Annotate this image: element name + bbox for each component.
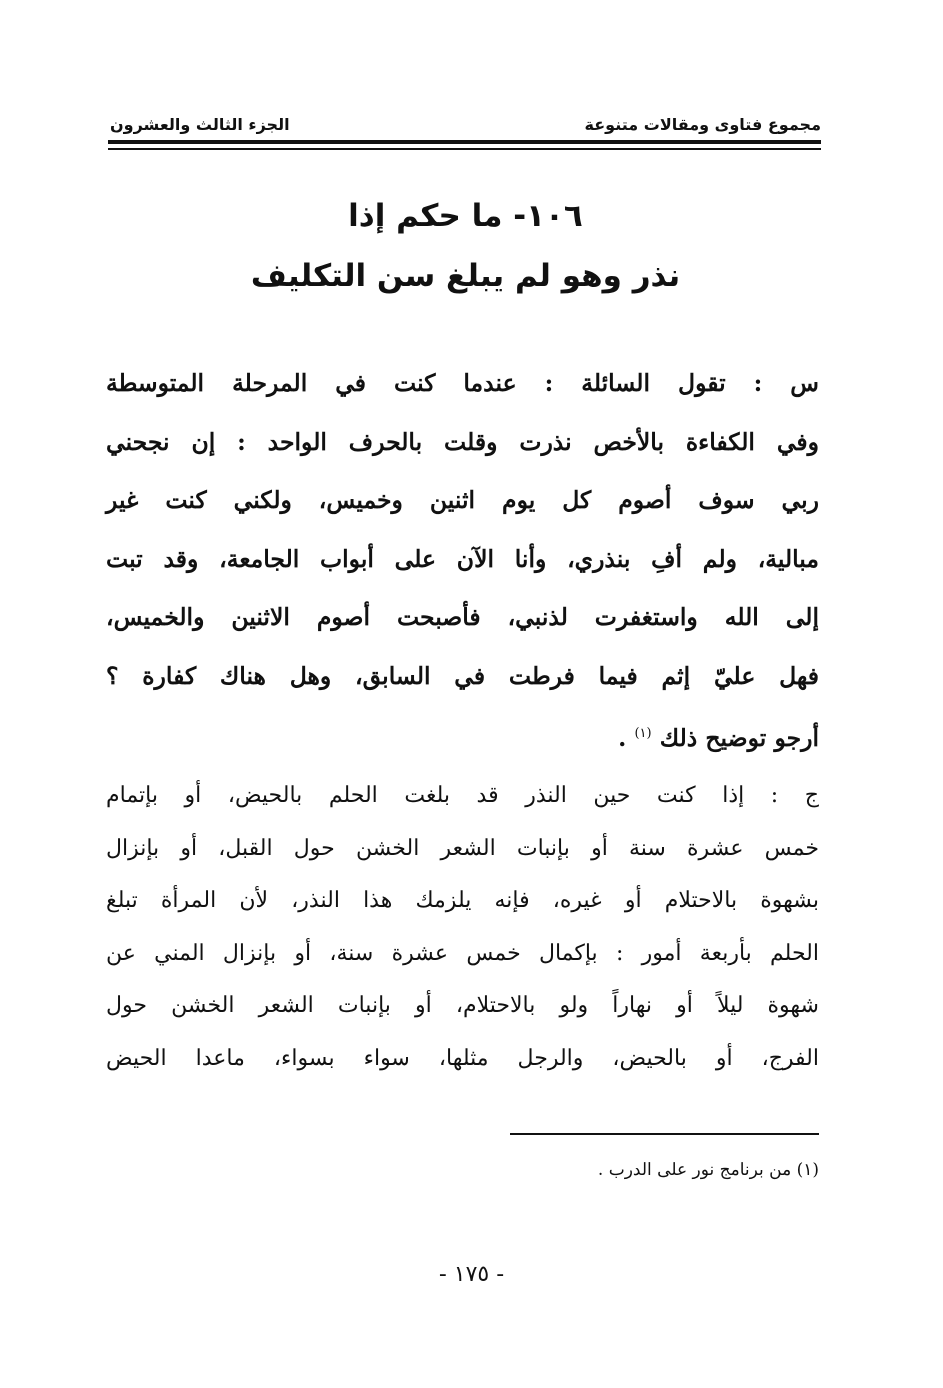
question-line: وفي الكفاءة بالأخص نذرت وقلت بالحرف الواحد : إن نجحني (106, 427, 819, 456)
fatwa-title (110, 186, 821, 306)
answer-line: ج : إذا كنت حين النذر قد بلغت الحلم بالحيض، أو بإتمام (106, 783, 819, 808)
page-number: - ١٧٥ - (438, 1262, 505, 1287)
question-last-line (106, 705, 819, 767)
question-line: ربي سوف أصوم كل يوم اثنين وخميس، ولكني كنت غير (106, 486, 819, 514)
question-line: س : تقول السائلة : عندما كنت في المرحلة المتوسطة (106, 369, 819, 397)
title-line-1: ١٠٦- ما حكم إذا (348, 198, 583, 234)
end-punctuation: . (618, 723, 627, 752)
book-title: مجموع فتاوى ومقالات متنوعة (584, 115, 821, 134)
answer-line: خمس عشرة سنة أو بإنبات الشعر الخشن حول القبل، أو بإنزال (106, 835, 819, 861)
running-header (110, 104, 821, 134)
volume-label: الجزء الثالث والعشرون (110, 115, 290, 134)
title-line-2: نذر وهو لم يبلغ سن التكليف (250, 258, 681, 294)
answer-line: الفرج، أو بالحيض، والرجل مثلها، سواء بسواء، ماعدا الحيض (106, 1045, 819, 1071)
footnote-reference[interactable]: (١) (634, 726, 652, 741)
question-paragraph (106, 354, 819, 767)
header-rule-thin (108, 148, 821, 150)
question-line: أرجو توضيح ذلك (659, 723, 819, 752)
answer-paragraph (106, 770, 819, 1085)
question-line: فهل عليّ إثم فيما فرطت في السابق، وهل هناك كفارة ؟ (106, 661, 819, 690)
answer-line: شهوة ليلاً أو نهاراً ولو بالاحتلام، أو بإنبات الشعر الخشن حول (106, 993, 819, 1018)
footnote: (١) من برنامج نور على الدرب . (597, 1160, 819, 1180)
answer-line: بشهوة بالاحتلام أو غيره، فإنه يلزمك هذا النذر، لأن المرأة تبلغ (106, 888, 819, 913)
answer-line: الحلم بأربعة أمور : بإكمال خمس عشرة سنة، أو بإنزال المني عن (106, 940, 819, 966)
footnote-divider (510, 1133, 819, 1135)
header-rule-thick (108, 140, 821, 144)
question-line: إلى الله واستغفرت لذنبي، فأصبحت أصوم الاثنين والخميس، (106, 603, 819, 631)
question-line: مبالية، ولم أفِ بنذري، وأنا الآن على أبواب الجامعة، وقد تبت (106, 544, 819, 573)
